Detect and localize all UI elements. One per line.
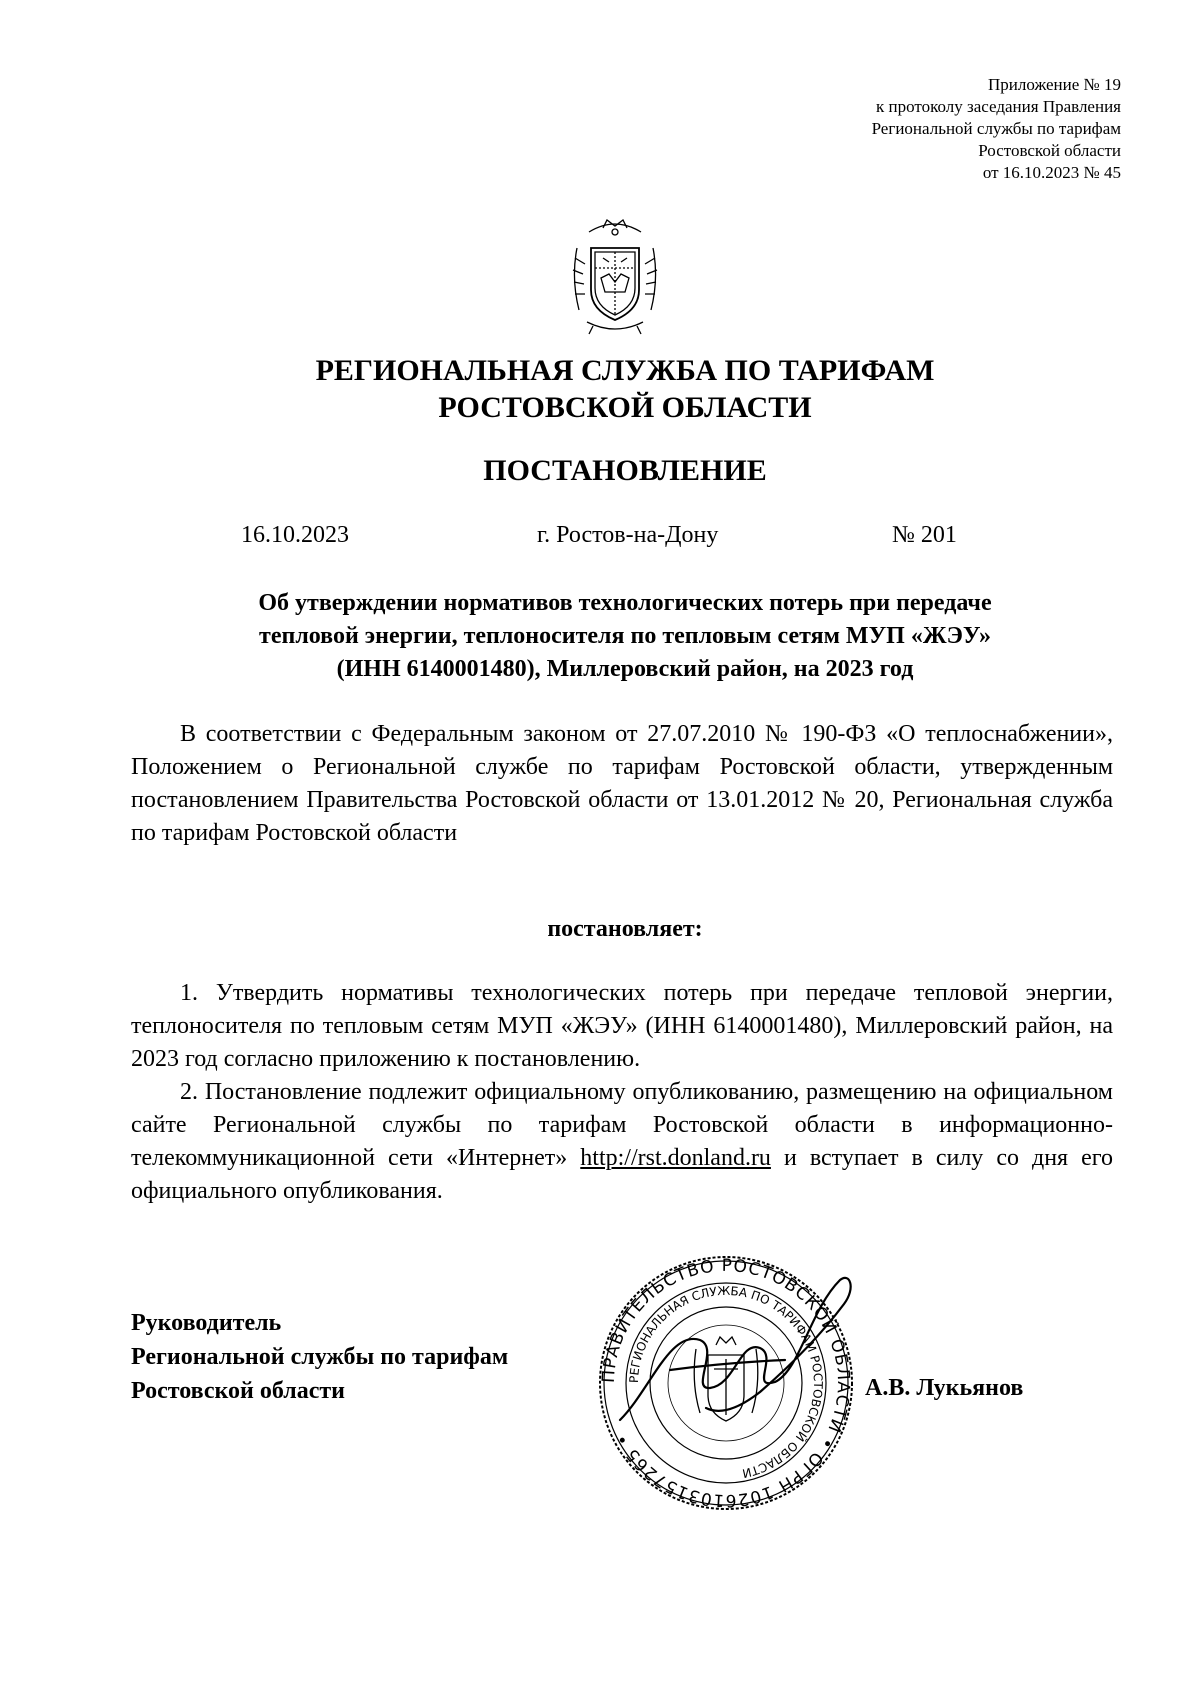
signer-position-line: Руководитель [131, 1310, 282, 1336]
org-title [0, 352, 1200, 426]
signer-position-line: Ростовской области [131, 1378, 345, 1404]
resolve-heading: постановляет: [547, 916, 703, 942]
stamp-outer-text: ПРАВИТЕЛЬСТВО РОСТОВСКОЙ ОБЛАСТИ • ОГРН 1026103157265 • [598, 1255, 854, 1511]
org-title-line: РЕГИОНАЛЬНАЯ СЛУЖБА ПО ТАРИФАМ [315, 354, 935, 387]
handwritten-signature-icon [610, 1270, 860, 1440]
appendix-line: Региональной службы по тарифам [871, 119, 1121, 138]
website-link[interactable]: http://rst.donland.ru [580, 1145, 771, 1171]
document-date: 16.10.2023 [241, 522, 349, 548]
item2-text-end: и вступает в силу со дня его официального опубликования. [131, 1145, 1114, 1204]
signer-position-line: Региональной службы по тарифам [131, 1344, 509, 1370]
item2-text: 2. Постановление подлежит официальному опубликованию, размещению на официальном сайте Региональной службы по тарифам Ростовской области в информационно-телекоммуникационной сети «Интернет» [131, 1079, 1113, 1171]
signer-position [131, 1306, 508, 1408]
appendix-line: Ростовской области [978, 141, 1121, 160]
subject-line: Об утверждении нормативов технологических потерь при передаче [258, 590, 992, 616]
appendix-line: к протоколу заседания Правления [876, 97, 1121, 116]
preamble-paragraph: В соответствии с Федеральным законом от 27.07.2010 № 190-ФЗ «О теплоснабжении», Положением о Региональной службе по тарифам Ростовской области, утвержденным постановлением Правительства Ростовской области от 13.01.2012 № 20, Региональная служба по тарифам Ростовской области [131, 721, 1113, 846]
document-city: г. Ростов-на-Дону [537, 522, 719, 548]
coat-of-arms-icon [569, 218, 661, 336]
signer-name: А.В. Лукьянов [865, 1375, 1024, 1401]
subject-line: тепловой энергии, теплоносителя по тепловым сетям МУП «ЖЭУ» [259, 623, 991, 649]
document-subject [150, 587, 1100, 686]
org-title-line: РОСТОВСКОЙ ОБЛАСТИ [438, 391, 812, 424]
document-number: № 201 [892, 522, 957, 548]
document-type: ПОСТАНОВЛЕНИЕ [483, 454, 767, 487]
subject-line: (ИНН 6140001480), Миллеровский район, на 2023 год [336, 656, 914, 682]
appendix-line: от 16.10.2023 № 45 [982, 163, 1121, 182]
stamp-inner-text: РЕГИОНАЛЬНАЯ СЛУЖБА ПО ТАРИФАМ РОСТОВСКОЙ ОБЛАСТИ [626, 1283, 826, 1481]
appendix-line: Приложение № 19 [988, 75, 1121, 94]
resolution-item-1: 1. Утвердить нормативы технологических потерь при передаче тепловой энергии, теплоносителя по тепловым сетям МУП «ЖЭУ» (ИНН 6140001480), Миллеровский район, на 2023 год согласно приложению к постановлению. [131, 980, 1113, 1072]
appendix-block [872, 74, 1121, 184]
resolution-item-2 [131, 1076, 1113, 1208]
